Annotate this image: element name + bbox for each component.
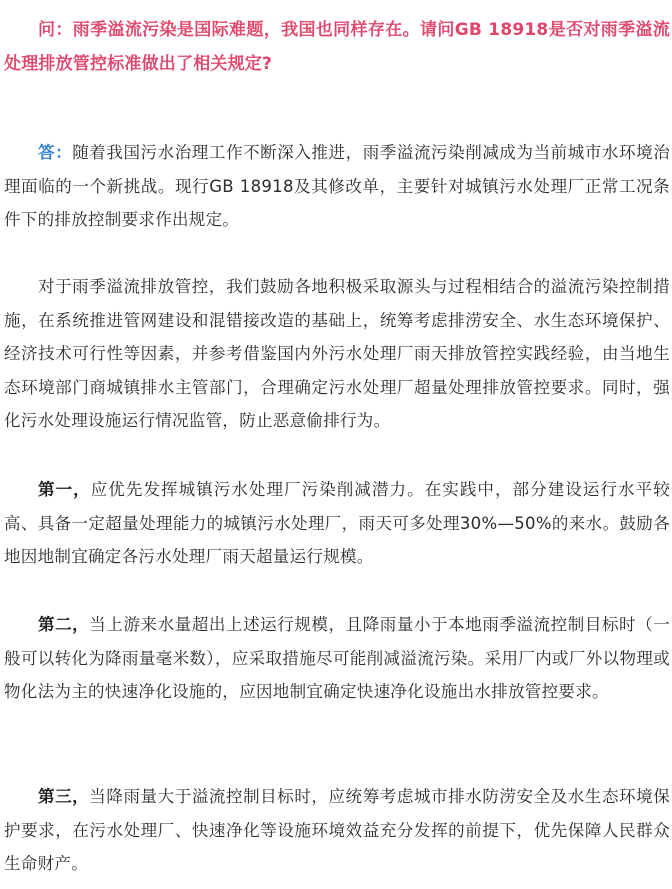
question-paragraph xyxy=(4,13,670,81)
control-measures-text: 对于雨季溢流排放管控，我们鼓励各地积极采取源头与过程相结合的溢流污染控制措施，在系统推进管网建设和混错接改造的基础上，统筹考虑排涝安全、水生态环境保护、经济技术可行性等因素，并参考借鉴国内外污水处理厂雨天排放管控实践经验，由当地生态环境部门商城镇排水主管部门，合理确定污水处理厂超量处理排放管控要求。同时，强化污水处理设施运行情况监管，防止恶意偷排行为。 xyxy=(4,277,670,430)
third-point-lead: 第三， xyxy=(38,787,90,806)
second-point-text: 当上游来水量超出上述运行规模，且降雨量小于本地雨季溢流控制目标时（一般可以转化为降雨量毫米数），应采取措施尽可能削减溢流污染。采用厂内或厂外以物理或物化法为主的快速净化设施的，应因地制宜确定快速净化设施出水排放管控要求。 xyxy=(4,615,671,701)
first-point-paragraph xyxy=(4,473,670,574)
third-point-text: 当降雨量大于溢流控制目标时，应统筹考虑城市排水防涝安全及水生态环境保护要求，在污水处理厂、快速净化等设施环境效益充分发挥的前提下，优先保障人民群众生命财产。 xyxy=(4,787,671,873)
third-point-paragraph xyxy=(4,780,670,881)
second-point-lead: 第二， xyxy=(38,615,90,634)
first-point-text: 应优先发挥城镇污水处理厂污染削减潜力。在实践中，部分建设运行水平较高、具备一定超量处理能力的城镇污水处理厂，雨天可多处理30%—50%的来水。鼓励各地因地制宜确定各污水处理厂雨天超量运行规模。 xyxy=(4,480,670,566)
control-measures-paragraph xyxy=(4,270,670,438)
answer-lead: 答： xyxy=(38,143,73,162)
answer-paragraph xyxy=(4,136,670,237)
answer-text: 随着我国污水治理工作不断深入推进，雨季溢流污染削减成为当前城市水环境治理面临的一个新挑战。现行GB 18918及其修改单，主要针对城镇污水处理厂正常工况条件下的排放控制要求作出规定。 xyxy=(4,143,671,229)
second-point-paragraph xyxy=(4,608,670,709)
question-text: 问：雨季溢流污染是国际难题，我国也同样存在。请问GB 18918是否对雨季溢流处理排放管控标准做出了相关规定? xyxy=(4,20,670,74)
first-point-lead: 第一， xyxy=(38,480,91,499)
